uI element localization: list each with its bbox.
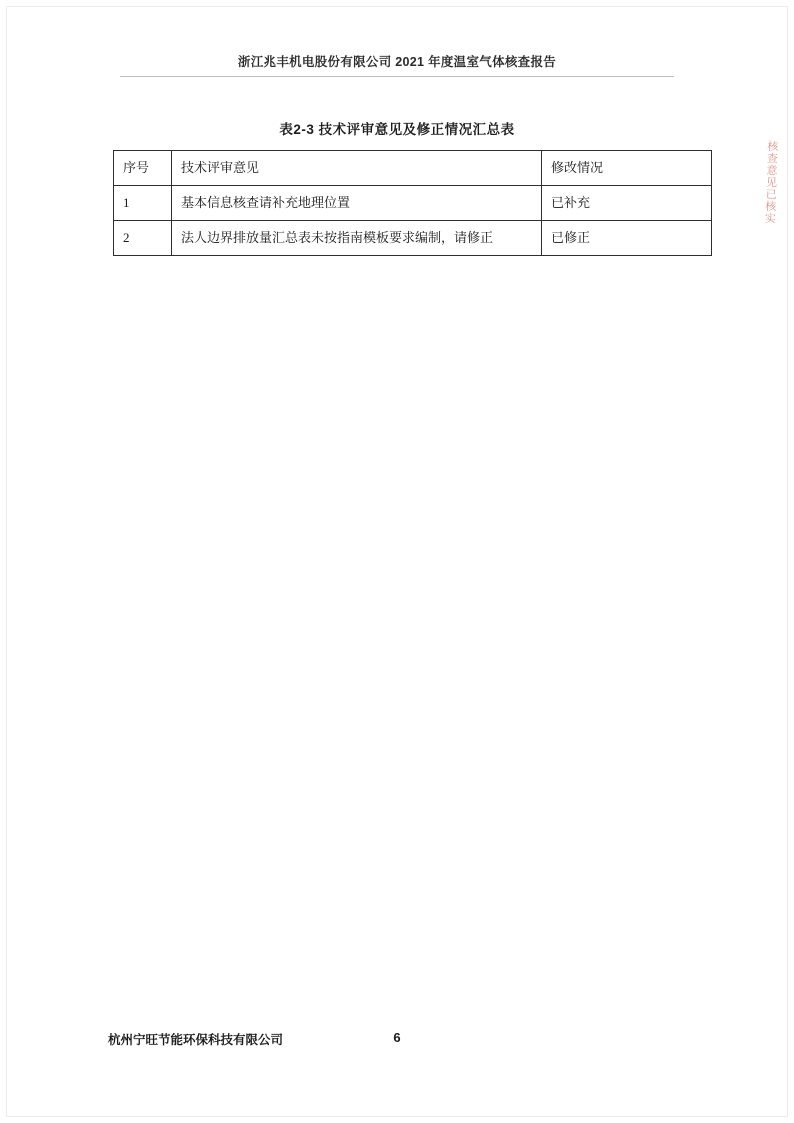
table-row	[114, 221, 712, 256]
review-comments-table	[113, 150, 712, 256]
header-divider	[120, 76, 674, 77]
table-header-cell-opinion: 技术评审意见	[172, 151, 542, 186]
table-caption: 表2-3 技术评审意见及修正情况汇总表	[279, 122, 515, 137]
cell-revision-status: 已补充	[542, 186, 712, 221]
table-row	[114, 186, 712, 221]
cell-row-number: 1	[114, 186, 172, 221]
table-header-cell-status: 修改情况	[542, 151, 712, 186]
cell-row-number: 2	[114, 221, 172, 256]
margin-annotation: 核查意见已核实	[763, 140, 779, 225]
table-header-row	[114, 151, 712, 186]
page-header	[0, 52, 794, 71]
cell-review-opinion: 法人边界排放量汇总表未按指南模板要求编制，请修正	[172, 221, 542, 256]
cell-revision-status: 已修正	[542, 221, 712, 256]
footer-company: 杭州宁旺节能环保科技有限公司	[108, 1033, 284, 1047]
cell-review-opinion: 基本信息核查请补充地理位置	[172, 186, 542, 221]
footer-page-number: 6	[393, 1030, 401, 1045]
header-title: 浙江兆丰机电股份有限公司 2021 年度温室气体核查报告	[237, 55, 557, 69]
table-header-cell-no: 序号	[114, 151, 172, 186]
